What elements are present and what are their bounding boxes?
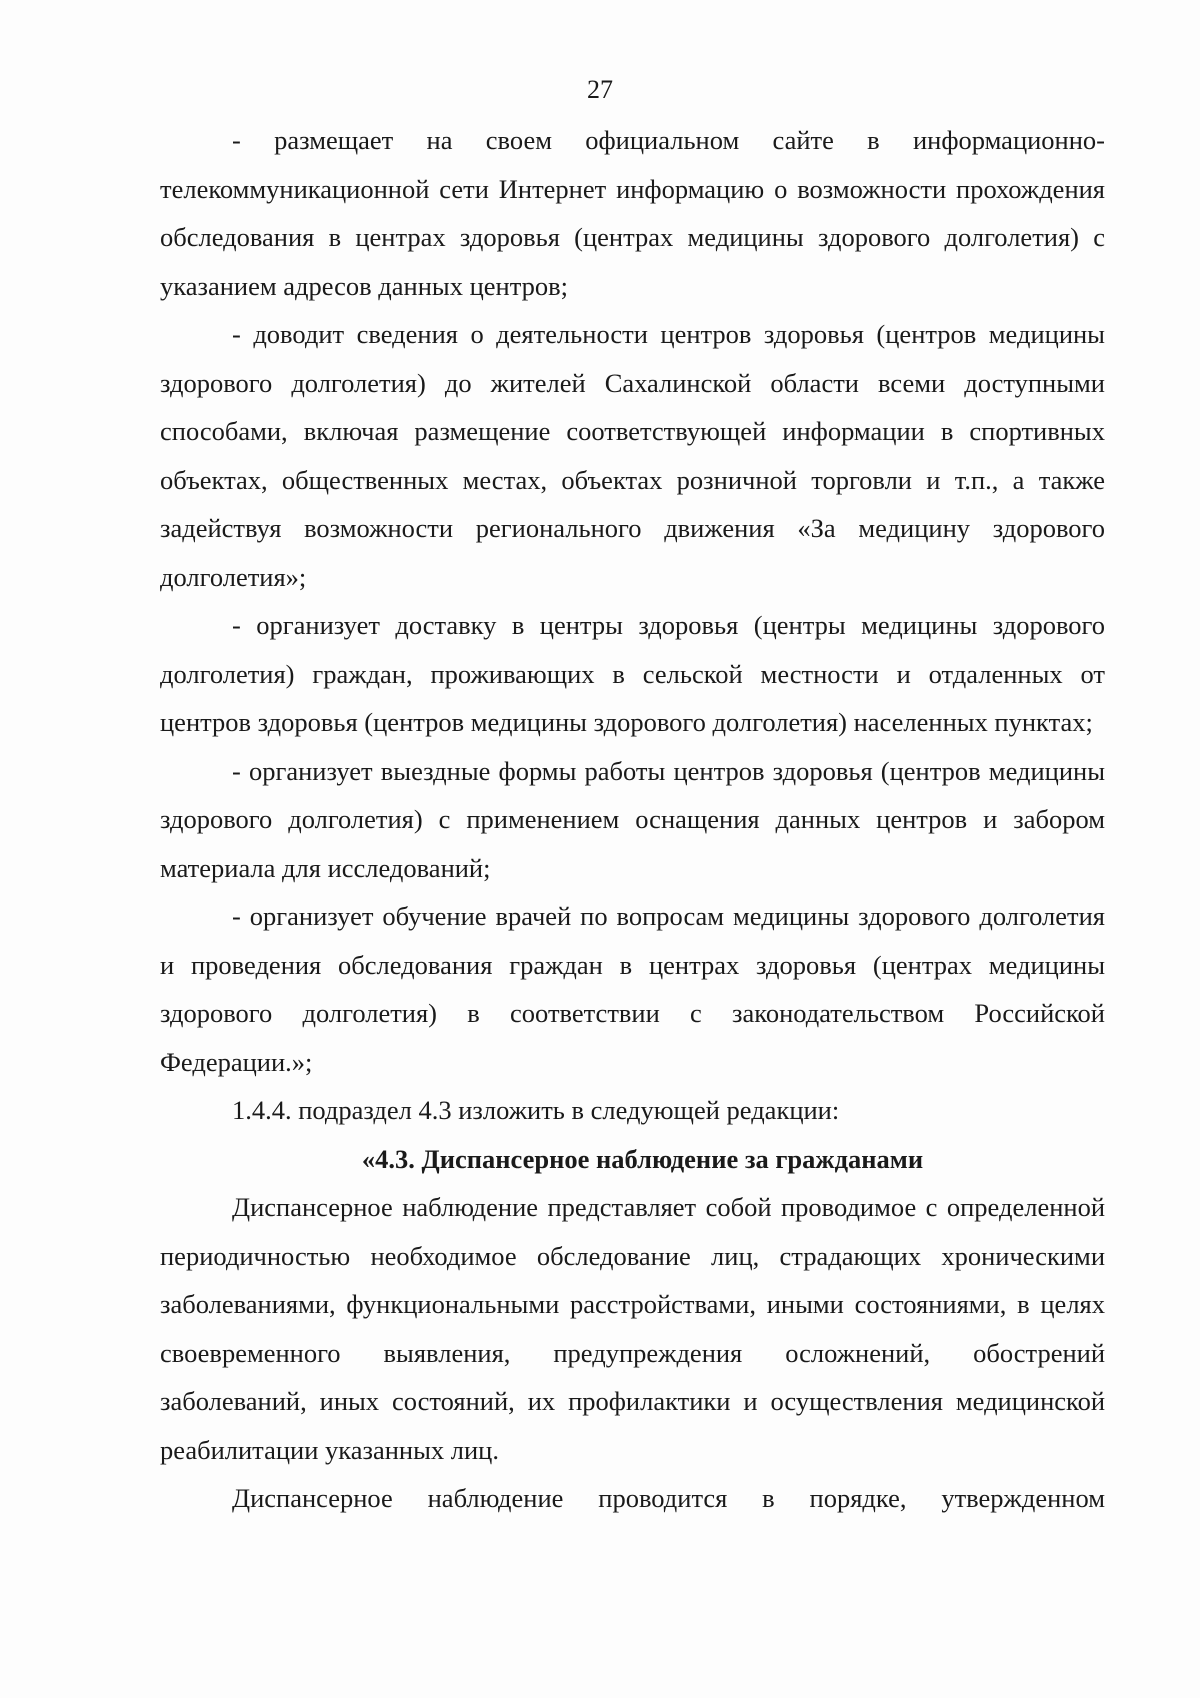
paragraph-organize-delivery: - организует доставку в центры здоровья (центры медицины здорового долголетия) граждан, проживающих в сельской местности и отдаленных от центров здоровья (центров медицины здорового долголетия) населенных пунктах;: [160, 610, 1105, 737]
paragraph-publish-info: - размещает на своем официальном сайте в информационно-телекоммуникационной сети Интернет информацию о возможности прохождения обследования в центрах здоровья (центрах медицины здорового долголетия) с указанием адресов данных центров;: [160, 125, 1105, 301]
paragraph-mobile-work: - организует выездные формы работы центров здоровья (центров медицины здорового долголетия) с применением оснащения данных центров и забором материала для исследований;: [160, 755, 1105, 883]
page-number: 27: [587, 75, 613, 104]
paragraph-dispensary-definition: Диспансерное наблюдение представляет собой проводимое с определенной периодичностью необходимое обследование лиц, страдающих хроническими заболеваниями, функциональными расстройствами, иными состояниями, в целях своевременного выявления, предупреждения осложнений, обострений заболеваний, иных состояний, их профилактики и осуществления медицинской реабилитации указанных лиц.: [160, 1192, 1105, 1465]
document-body: [160, 116, 1105, 1523]
paragraph-subsection-edit: 1.4.4. подраздел 4.3 изложить в следующей редакции:: [232, 1095, 840, 1125]
paragraph-inform-residents: - доводит сведения о деятельности центров здоровья (центров медицины здорового долголетия) до жителей Сахалинской области всеми доступными способами, включая размещение соответствующей информации в спортивных объектах, общественных местах, объектах розничной торговли и т.п., а также задействуя возможности регионального движения «За медицину здорового долголетия»;: [160, 319, 1105, 592]
section-heading: «4.3. Диспансерное наблюдение за гражданами: [361, 1143, 924, 1174]
paragraph-dispensary-order: Диспансерное наблюдение проводится в порядке, утвержденном: [232, 1483, 1105, 1513]
paragraph-doctor-training: - организует обучение врачей по вопросам медицины здорового долголетия и проведения обследования граждан в центрах здоровья (центрах медицины здорового долголетия) в соответствии с законодательством Российской Федерации.»;: [160, 901, 1105, 1077]
